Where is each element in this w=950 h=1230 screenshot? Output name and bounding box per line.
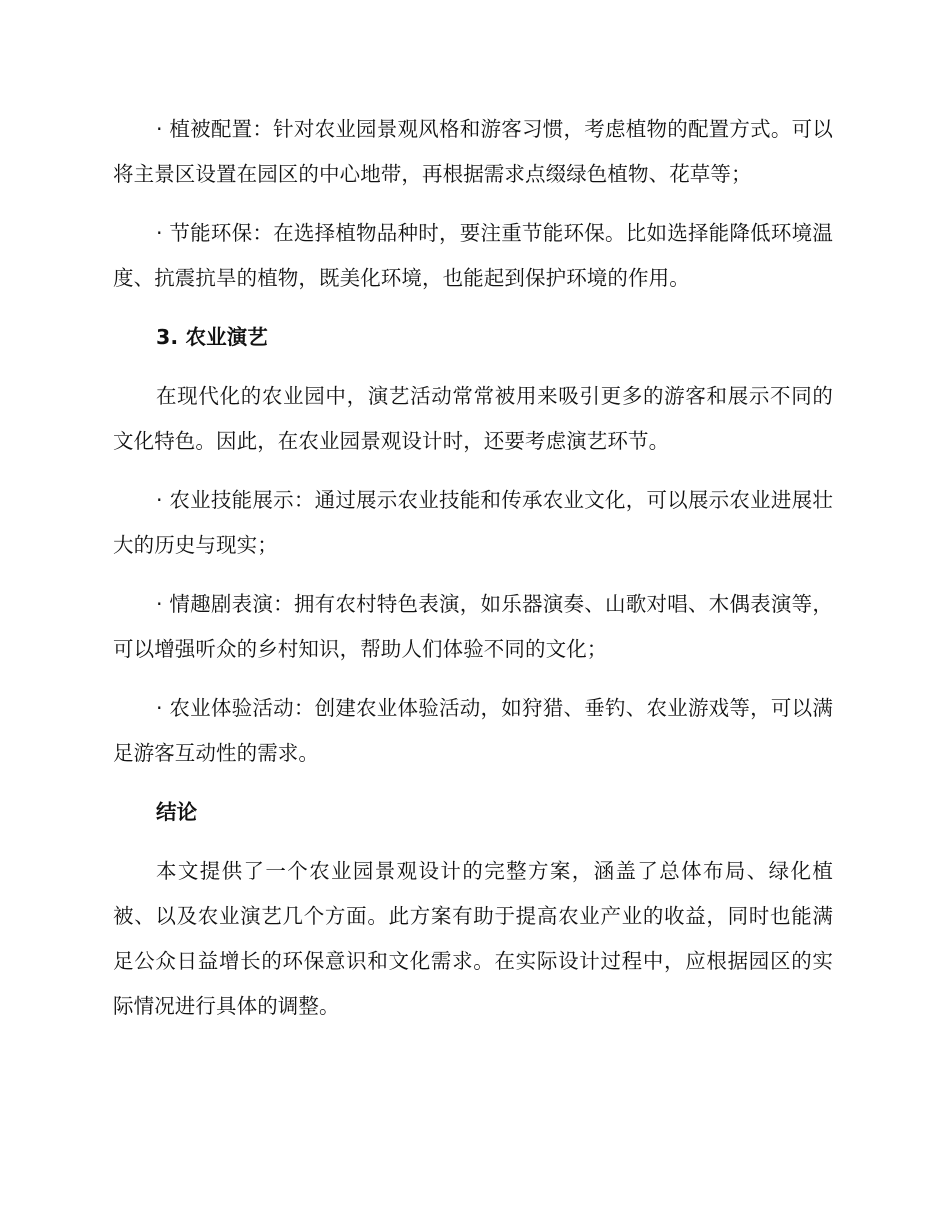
paragraph-vegetation-config: · 植被配置：针对农业园景观风格和游客习惯，考虑植物的配置方式。可以将主景区设置在园区的中心地带，再根据需求点缀绿色植物、花草等； <box>113 117 833 186</box>
paragraph-energy-saving: · 节能环保：在选择植物品种时，要注重节能环保。比如选择能降低环境温度、抗震抗旱的植物，既美化环境，也能起到保护环境的作用。 <box>113 221 833 290</box>
paragraph-drama-show: · 情趣剧表演：拥有农村特色表演，如乐器演奏、山歌对唱、木偶表演等，可以增强听众的乡村知识，帮助人们体验不同的文化； <box>113 592 833 661</box>
paragraph-experience-activity: · 农业体验活动：创建农业体验活动，如狩猎、垂钓、农业游戏等，可以满足游客互动性的需求。 <box>113 696 833 765</box>
document-body <box>113 107 833 1043</box>
paragraph-conclusion: 本文提供了一个农业园景观设计的完整方案，涵盖了总体布局、绿化植被、以及农业演艺几个方面。此方案有助于提高农业产业的收益，同时也能满足公众日益增长的环保意识和文化需求。在实际设计过程中，应根据园区的实际情况进行具体的调整。 <box>113 859 833 1018</box>
paragraph-performance-intro: 在现代化的农业园中，演艺活动常常被用来吸引更多的游客和展示不同的文化特色。因此，在农业园景观设计时，还要考虑演艺环节。 <box>113 384 833 453</box>
section-heading-conclusion: 结论 <box>156 800 198 824</box>
paragraph-skill-show: · 农业技能展示：通过展示农业技能和传承农业文化，可以展示农业进展壮大的历史与现实； <box>113 488 833 557</box>
section-heading-agri-performance: 3. 农业演艺 <box>156 325 268 349</box>
